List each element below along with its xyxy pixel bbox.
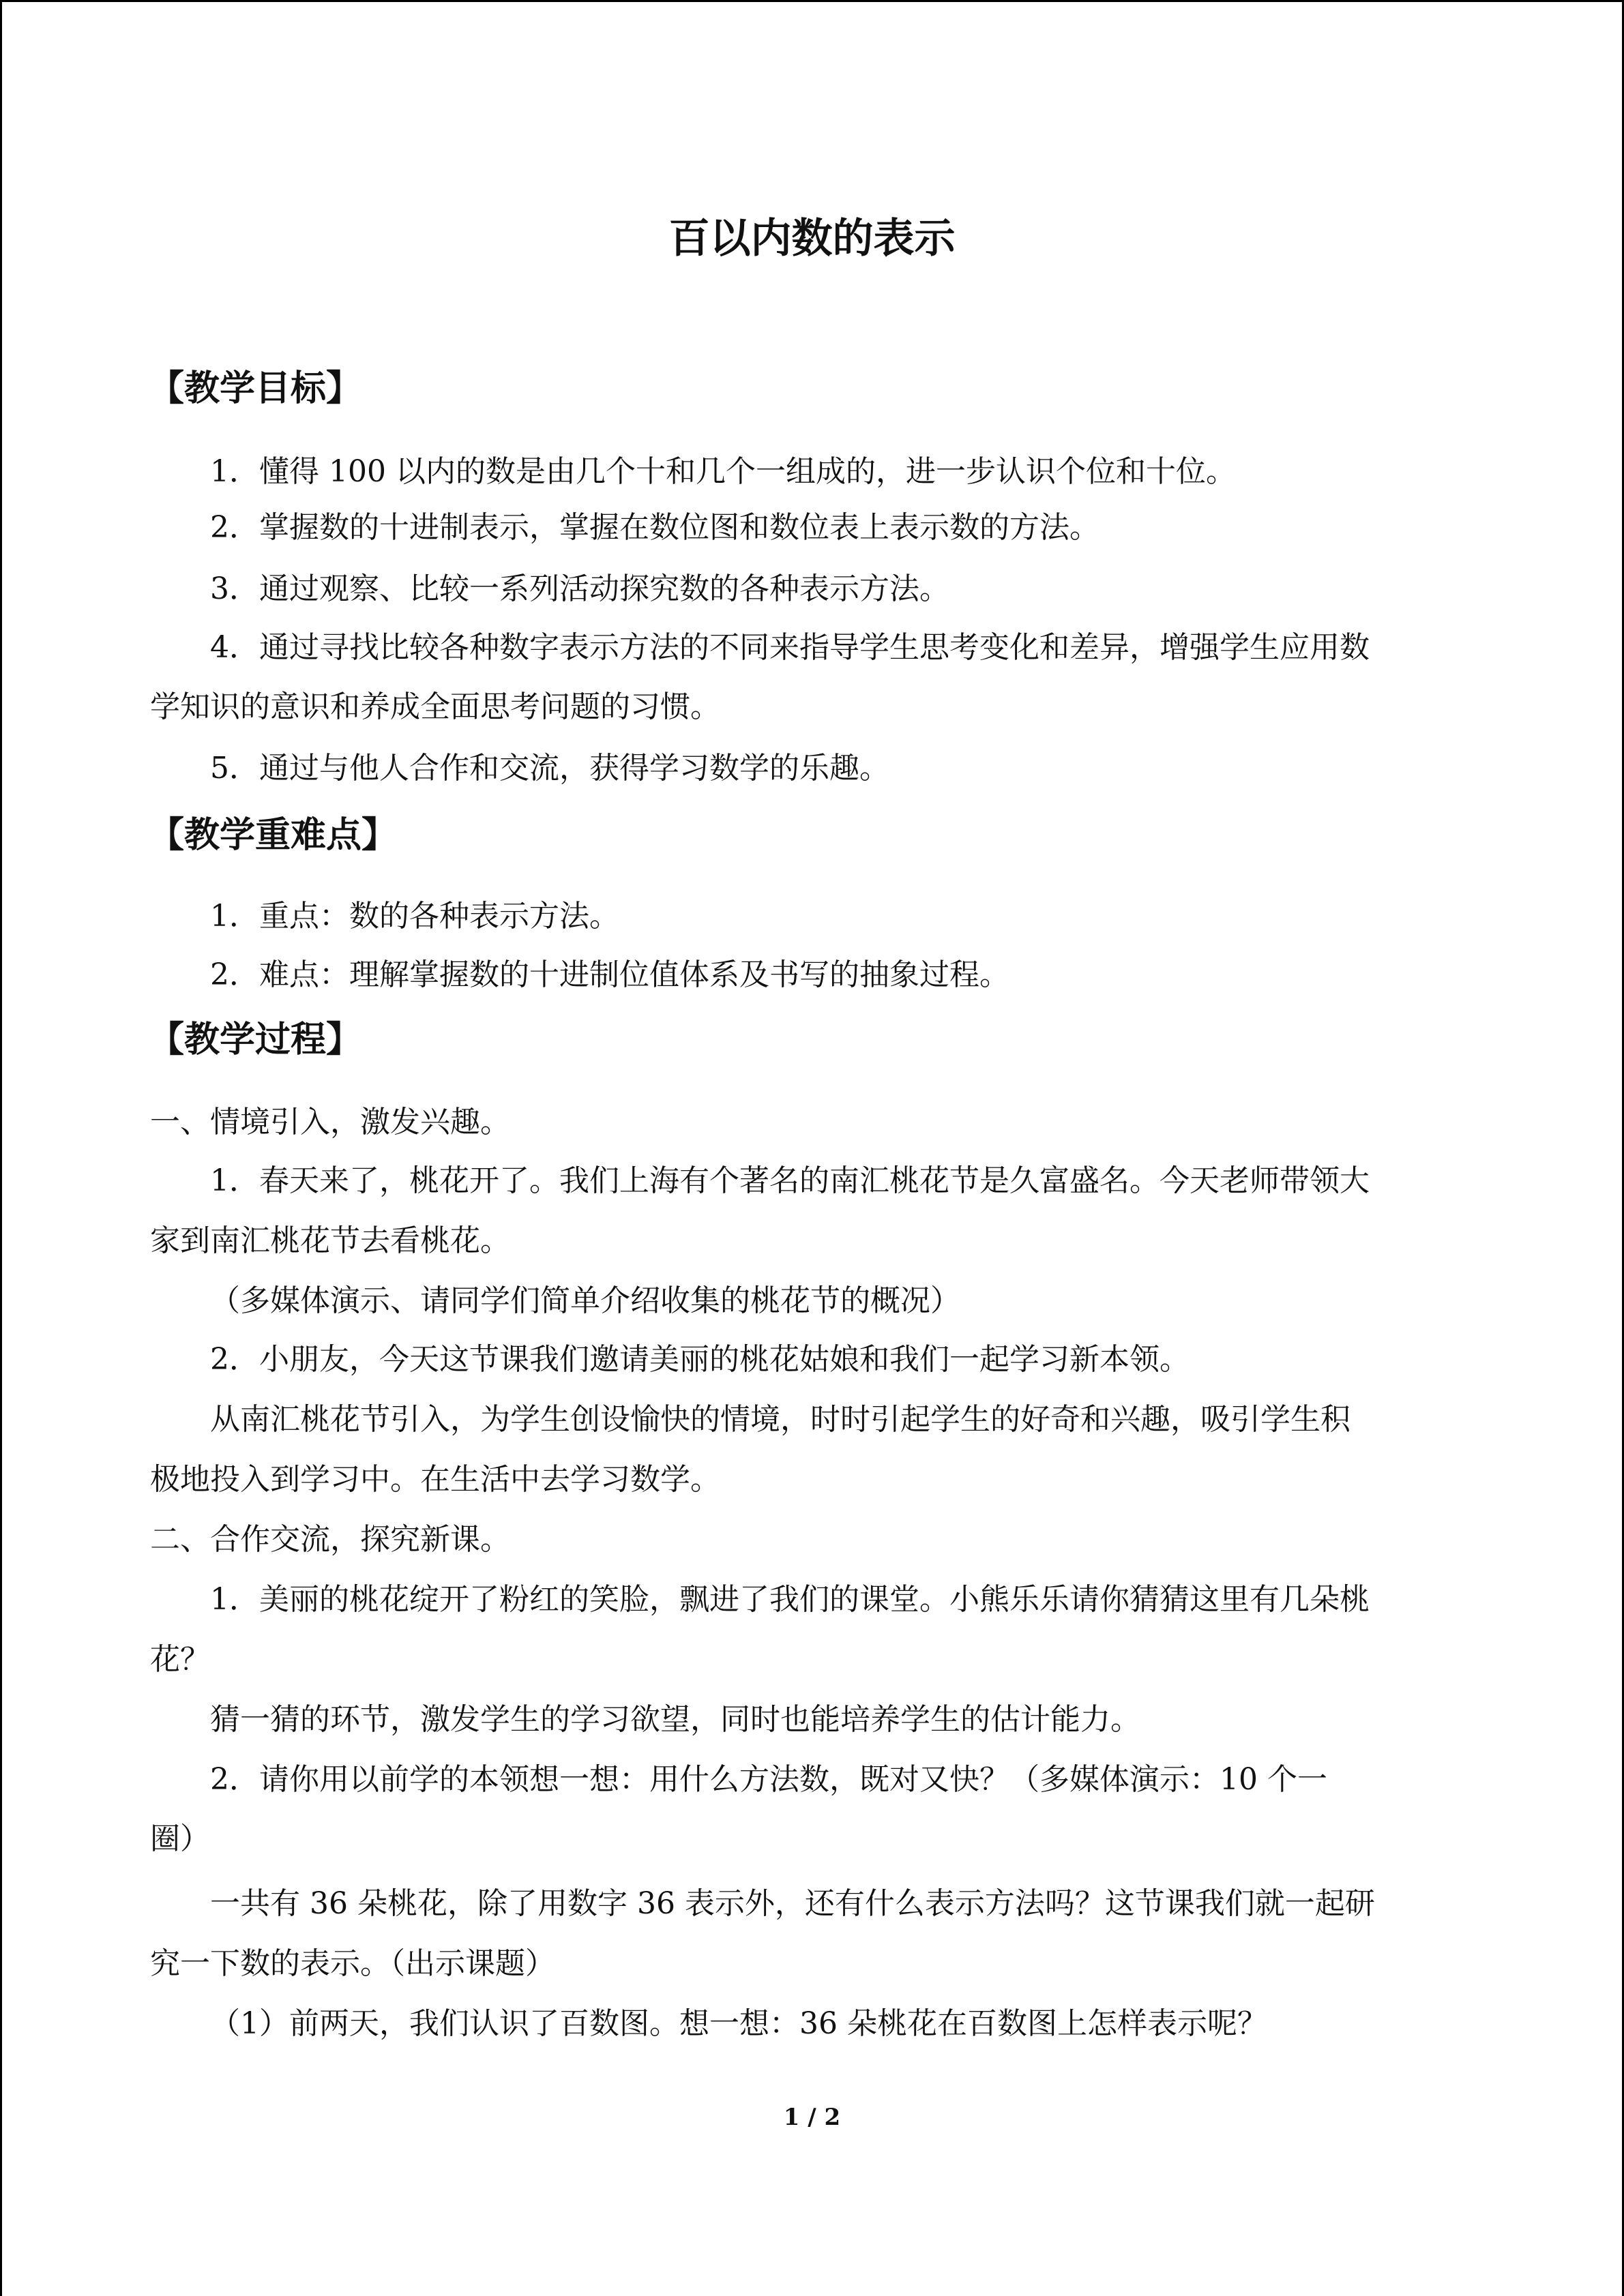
objective-line: 2．掌握数的十进制表示，掌握在数位图和数位表上表示数的方法。 bbox=[210, 510, 1099, 545]
objective-line: 1．懂得 100 以内的数是由几个十和几个一组成的，进一步认识个位和十位。 bbox=[210, 454, 1236, 489]
document-title: 百以内数的表示 bbox=[668, 215, 956, 263]
objective-line: 5．通过与他人合作和交流，获得学习数学的乐趣。 bbox=[210, 751, 889, 786]
process-line: 2．小朋友，今天这节课我们邀请美丽的桃花姑娘和我们一起学习新本领。 bbox=[210, 1342, 1190, 1377]
process-line: 1．春天来了，桃花开了。我们上海有个著名的南汇桃花节是久富盛名。今天老师带领大 bbox=[210, 1163, 1370, 1198]
process-line: 一共有 36 朵桃花，除了用数字 36 表示外，还有什么表示方法吗？这节课我们就一起研 bbox=[210, 1886, 1375, 1921]
objective-line: 4．通过寻找比较各种数字表示方法的不同来指导学生思考变化和差异，增强学生应用数 bbox=[210, 630, 1370, 665]
process-line: 究一下数的表示。（出示课题） bbox=[150, 1946, 555, 1981]
process-line: 猜一猜的环节，激发学生的学习欲望，同时也能培养学生的估计能力。 bbox=[210, 1702, 1140, 1737]
section-heading-key-points: 【教学重难点】 bbox=[149, 814, 398, 856]
key-point-line: 2．难点：理解掌握数的十进制位值体系及书写的抽象过程。 bbox=[210, 957, 1009, 992]
objective-line: 3．通过观察、比较一系列活动探究数的各种表示方法。 bbox=[210, 571, 949, 606]
page-number: 1 / 2 bbox=[783, 2104, 841, 2131]
process-line: 一、情境引入，激发兴趣。 bbox=[150, 1105, 510, 1139]
objective-line: 学知识的意识和养成全面思考问题的习惯。 bbox=[150, 689, 720, 724]
section-heading-objectives: 【教学目标】 bbox=[149, 368, 362, 409]
process-line: 花？ bbox=[150, 1642, 210, 1677]
process-line: 从南汇桃花节引入，为学生创设愉快的情境，时时引起学生的好奇和兴趣，吸引学生积 bbox=[210, 1402, 1350, 1437]
process-line: 极地投入到学习中。在生活中去学习数学。 bbox=[150, 1462, 720, 1497]
process-line: 二、合作交流，探究新课。 bbox=[150, 1522, 510, 1557]
process-line: 1．美丽的桃花绽开了粉红的笑脸，飘进了我们的课堂。小熊乐乐请你猜猜这里有几朵桃 bbox=[210, 1582, 1370, 1617]
process-line: （多媒体演示、请同学们简单介绍收集的桃花节的概况） bbox=[210, 1283, 960, 1318]
process-line: （1）前两天，我们认识了百数图。想一想：36 朵桃花在百数图上怎样表示呢？ bbox=[210, 2006, 1267, 2041]
process-line: 家到南汇桃花节去看桃花。 bbox=[150, 1223, 510, 1258]
process-line: 圈） bbox=[150, 1821, 210, 1856]
key-point-line: 1．重点：数的各种表示方法。 bbox=[210, 899, 619, 934]
section-heading-process: 【教学过程】 bbox=[149, 1019, 362, 1060]
process-line: 2．请你用以前学的本领想一想：用什么方法数，既对又快？（多媒体演示：10 个一 bbox=[210, 1762, 1327, 1797]
